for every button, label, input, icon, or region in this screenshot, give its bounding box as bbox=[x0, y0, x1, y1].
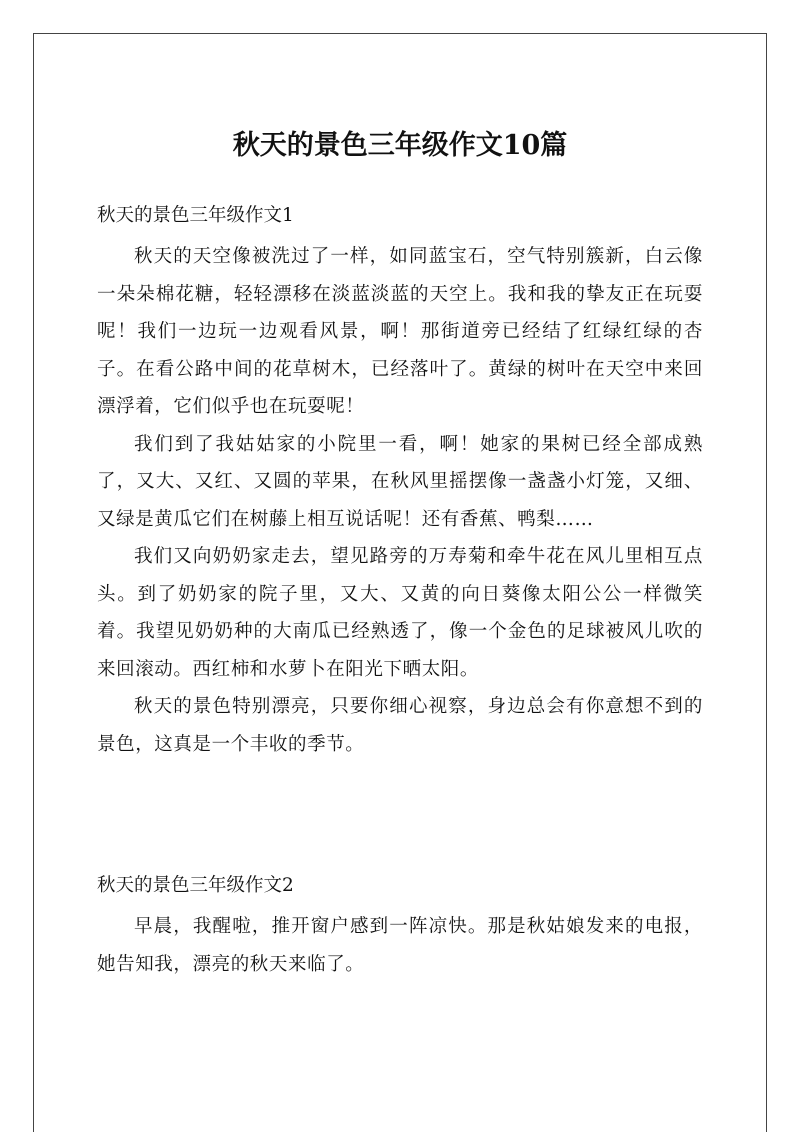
paragraph: 我们又向奶奶家走去，望见路旁的万寿菊和牵牛花在风儿里相互点头。到了奶奶家的院子里，又大、又黄的向日葵像太阳公公一样微笑着。我望见奶奶种的大南瓜已经熟透了，像一个金色的足球被风儿吹的来回滚动。西红柿和水萝卜在阳光下晒太阳。 bbox=[97, 546, 703, 680]
document-title: 秋天的景色三年级作文10篇 bbox=[232, 130, 568, 161]
section-heading: 秋天的景色三年级作文2 bbox=[97, 875, 294, 896]
section-1 bbox=[97, 203, 703, 228]
paragraph: 我们到了我姑姑家的小院里一看，啊！她家的果树已经全部成熟了，又大、又红、又圆的苹果，在秋风里摇摆像一盏盏小灯笼，又细、又绿是黄瓜它们在树藤上相互说话呢！还有香蕉、鸭梨…… bbox=[97, 433, 703, 530]
section-2-body bbox=[97, 908, 703, 983]
paragraph: 秋天的天空像被洗过了一样，如同蓝宝石，空气特别簇新，白云像一朵朵棉花糖，轻轻漂移在淡蓝淡蓝的天空上。我和我的挚友正在玩耍呢！我们一边玩一边观看风景，啊！那街道旁已经结了红绿红绿的杏子。在看公路中间的花草树木，已经落叶了。黄绿的树叶在天空中来回漂浮着，它们似乎也在玩耍呢！ bbox=[97, 246, 703, 417]
section-heading: 秋天的景色三年级作文1 bbox=[97, 205, 294, 226]
section-2 bbox=[97, 873, 703, 898]
paragraph: 秋天的景色特别漂亮，只要你细心视察，身边总会有你意想不到的景色，这真是一个丰收的季节。 bbox=[97, 696, 703, 755]
section-1-body bbox=[97, 238, 703, 763]
paragraph: 早晨，我醒啦，推开窗户感到一阵凉快。那是秋姑娘发来的电报，她告知我，漂亮的秋天来临了。 bbox=[97, 916, 703, 975]
